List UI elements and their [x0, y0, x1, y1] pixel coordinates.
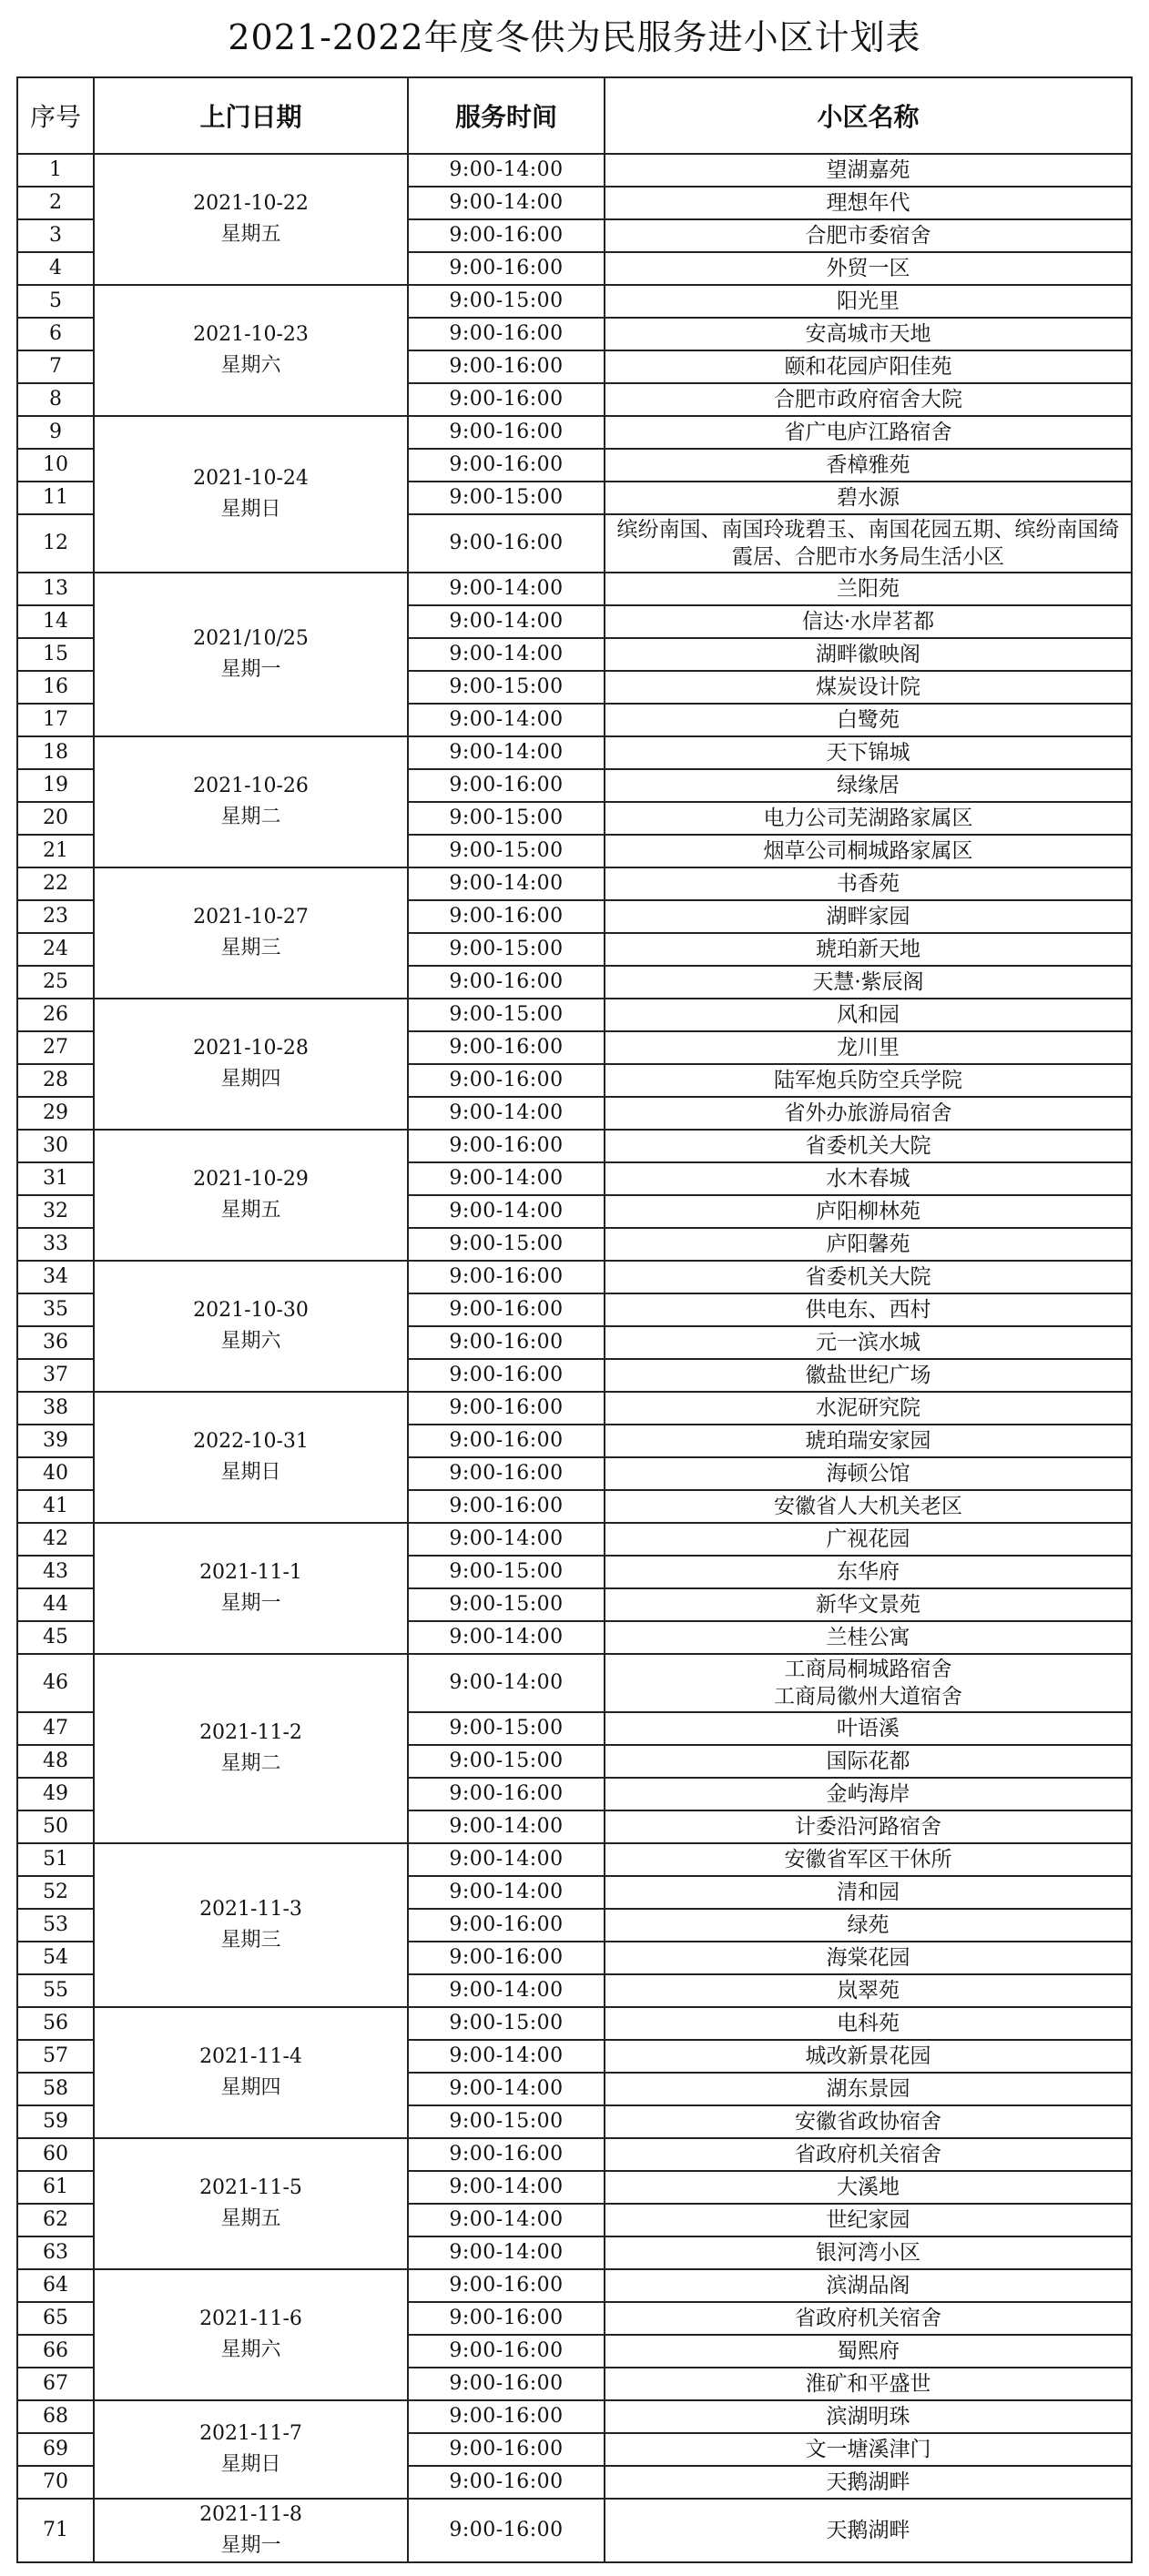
service-time: 9:00-14:00 — [408, 2171, 605, 2204]
row-seq: 44 — [17, 1588, 94, 1621]
community-name: 海顿公馆 — [605, 1457, 1132, 1490]
schedule-table-container — [16, 76, 1133, 2563]
header-time: 服务时间 — [408, 77, 605, 154]
visit-date-cell — [94, 1392, 408, 1523]
row-seq: 19 — [17, 769, 94, 802]
service-time: 9:00-14:00 — [408, 736, 605, 769]
row-seq: 39 — [17, 1425, 94, 1457]
service-time: 9:00-16:00 — [408, 1359, 605, 1392]
row-seq: 6 — [17, 318, 94, 350]
visit-date-cell — [94, 416, 408, 573]
community-name: 省外办旅游局宿舍 — [605, 1097, 1132, 1130]
visit-weekday: 星期日 — [220, 1461, 281, 1484]
visit-weekday: 星期五 — [220, 223, 281, 246]
community-name: 碧水源 — [605, 482, 1132, 514]
visit-date: 2021-11-3 — [199, 1898, 302, 1921]
row-seq: 46 — [17, 1654, 94, 1712]
row-seq: 9 — [17, 416, 94, 449]
row-seq: 13 — [17, 573, 94, 605]
row-seq: 67 — [17, 2368, 94, 2400]
community-name: 大溪地 — [605, 2171, 1132, 2204]
service-time: 9:00-14:00 — [408, 1195, 605, 1228]
table-row — [17, 736, 1132, 769]
community-name: 理想年代 — [605, 187, 1132, 219]
visit-date: 2021-11-6 — [199, 2307, 302, 2330]
service-time: 9:00-14:00 — [408, 1876, 605, 1909]
service-time: 9:00-16:00 — [408, 1778, 605, 1810]
service-time: 9:00-14:00 — [408, 1621, 605, 1654]
community-name: 缤纷南国、南国玲珑碧玉、南国花园五期、缤纷南国绮霞居、合肥市水务局生活小区 — [605, 514, 1132, 573]
community-name: 供电东、西村 — [605, 1293, 1132, 1326]
community-name: 省政府机关宿舍 — [605, 2138, 1132, 2171]
visit-date: 2021-11-8 — [199, 2503, 302, 2526]
community-name: 绿缘居 — [605, 769, 1132, 802]
row-seq: 69 — [17, 2433, 94, 2466]
community-name: 书香苑 — [605, 867, 1132, 900]
service-time: 9:00-15:00 — [408, 671, 605, 704]
service-time: 9:00-16:00 — [408, 1130, 605, 1162]
service-time: 9:00-15:00 — [408, 2105, 605, 2138]
row-seq: 22 — [17, 867, 94, 900]
table-row — [17, 1392, 1132, 1425]
row-seq: 61 — [17, 2171, 94, 2204]
row-seq: 14 — [17, 605, 94, 638]
header-date: 上门日期 — [94, 77, 408, 154]
community-name: 省政府机关宿舍 — [605, 2302, 1132, 2335]
service-time: 9:00-16:00 — [408, 900, 605, 933]
community-name: 庐阳柳林苑 — [605, 1195, 1132, 1228]
community-name: 银河湾小区 — [605, 2236, 1132, 2269]
table-row — [17, 416, 1132, 449]
visit-weekday: 星期一 — [220, 1592, 281, 1615]
community-name: 电力公司芜湖路家属区 — [605, 802, 1132, 835]
row-seq: 58 — [17, 2073, 94, 2105]
community-name: 颐和花园庐阳佳苑 — [605, 350, 1132, 383]
community-name: 合肥市委宿舍 — [605, 219, 1132, 252]
community-name: 天鹅湖畔 — [605, 2499, 1132, 2562]
community-name: 湖东景园 — [605, 2073, 1132, 2105]
visit-date-cell — [94, 999, 408, 1130]
visit-date: 2022-10-31 — [193, 1430, 309, 1453]
schedule-body — [17, 154, 1132, 2562]
service-time: 9:00-16:00 — [408, 2466, 605, 2499]
community-name: 元一滨水城 — [605, 1326, 1132, 1359]
service-time: 9:00-16:00 — [408, 2335, 605, 2368]
community-name: 望湖嘉苑 — [605, 154, 1132, 187]
visit-weekday: 星期二 — [220, 806, 281, 828]
service-time: 9:00-16:00 — [408, 1942, 605, 1974]
community-name: 龙川里 — [605, 1031, 1132, 1064]
row-seq: 55 — [17, 1974, 94, 2007]
row-seq: 38 — [17, 1392, 94, 1425]
row-seq: 32 — [17, 1195, 94, 1228]
community-name: 广视花园 — [605, 1523, 1132, 1556]
visit-date: 2021-10-27 — [193, 906, 309, 928]
visit-date-cell — [94, 2138, 408, 2269]
row-seq: 17 — [17, 704, 94, 736]
visit-date: 2021-11-2 — [199, 1721, 302, 1744]
community-name: 金屿海岸 — [605, 1778, 1132, 1810]
service-time: 9:00-16:00 — [408, 1261, 605, 1293]
row-seq: 42 — [17, 1523, 94, 1556]
community-name: 文一塘溪津门 — [605, 2433, 1132, 2466]
table-row — [17, 2007, 1132, 2040]
service-time: 9:00-16:00 — [408, 966, 605, 999]
row-seq: 18 — [17, 736, 94, 769]
row-seq: 45 — [17, 1621, 94, 1654]
service-time: 9:00-14:00 — [408, 1974, 605, 2007]
service-time: 9:00-16:00 — [408, 514, 605, 573]
row-seq: 40 — [17, 1457, 94, 1490]
row-seq: 5 — [17, 285, 94, 318]
table-row — [17, 285, 1132, 318]
visit-date-cell — [94, 1654, 408, 1843]
visit-date: 2021-10-30 — [193, 1299, 309, 1322]
service-time: 9:00-16:00 — [408, 1293, 605, 1326]
header-community: 小区名称 — [605, 77, 1132, 154]
row-seq: 4 — [17, 252, 94, 285]
row-seq: 47 — [17, 1712, 94, 1745]
service-time: 9:00-15:00 — [408, 2007, 605, 2040]
visit-weekday: 星期一 — [220, 658, 281, 681]
community-name: 计委沿河路宿舍 — [605, 1810, 1132, 1843]
visit-date-cell — [94, 2499, 408, 2562]
community-name: 安徽省人大机关老区 — [605, 1490, 1132, 1523]
service-time: 9:00-14:00 — [408, 638, 605, 671]
row-seq: 48 — [17, 1745, 94, 1778]
row-seq: 35 — [17, 1293, 94, 1326]
service-time: 9:00-14:00 — [408, 2040, 605, 2073]
service-time: 9:00-16:00 — [408, 1490, 605, 1523]
service-time: 9:00-16:00 — [408, 219, 605, 252]
service-time: 9:00-14:00 — [408, 2073, 605, 2105]
visit-date-cell — [94, 736, 408, 867]
visit-date: 2021-11-4 — [199, 2045, 302, 2068]
row-seq: 31 — [17, 1162, 94, 1195]
service-time: 9:00-16:00 — [408, 449, 605, 482]
row-seq: 49 — [17, 1778, 94, 1810]
visit-weekday: 星期六 — [220, 354, 281, 377]
service-time: 9:00-15:00 — [408, 285, 605, 318]
community-name: 淮矿和平盛世 — [605, 2368, 1132, 2400]
service-time: 9:00-15:00 — [408, 1588, 605, 1621]
community-name: 天鹅湖畔 — [605, 2466, 1132, 2499]
community-name: 风和园 — [605, 999, 1132, 1031]
community-name: 水木春城 — [605, 1162, 1132, 1195]
community-name: 省委机关大院 — [605, 1261, 1132, 1293]
row-seq: 65 — [17, 2302, 94, 2335]
row-seq: 26 — [17, 999, 94, 1031]
visit-date: 2021-11-5 — [199, 2176, 302, 2199]
service-time: 9:00-14:00 — [408, 2204, 605, 2236]
visit-date: 2021-10-24 — [193, 467, 309, 490]
header-row — [17, 77, 1132, 154]
service-time: 9:00-16:00 — [408, 2302, 605, 2335]
community-name: 世纪家园 — [605, 2204, 1132, 2236]
community-name: 岚翠苑 — [605, 1974, 1132, 2007]
community-name: 海棠花园 — [605, 1942, 1132, 1974]
visit-weekday: 星期六 — [220, 1330, 281, 1353]
row-seq: 37 — [17, 1359, 94, 1392]
row-seq: 2 — [17, 187, 94, 219]
row-seq: 54 — [17, 1942, 94, 1974]
row-seq: 30 — [17, 1130, 94, 1162]
community-name: 琥珀新天地 — [605, 933, 1132, 966]
community-name: 安高城市天地 — [605, 318, 1132, 350]
service-time: 9:00-14:00 — [408, 1810, 605, 1843]
service-time: 9:00-16:00 — [408, 1909, 605, 1942]
community-name: 琥珀瑞安家园 — [605, 1425, 1132, 1457]
service-time: 9:00-15:00 — [408, 1712, 605, 1745]
row-seq: 8 — [17, 383, 94, 416]
community-name: 信达·水岸茗都 — [605, 605, 1132, 638]
community-name: 合肥市政府宿舍大院 — [605, 383, 1132, 416]
service-time: 9:00-15:00 — [408, 835, 605, 867]
visit-date: 2021-10-28 — [193, 1037, 309, 1060]
visit-date: 2021-11-1 — [199, 1561, 302, 1584]
table-row — [17, 2138, 1132, 2171]
service-time: 9:00-16:00 — [408, 416, 605, 449]
community-name: 湖畔家园 — [605, 900, 1132, 933]
visit-date-cell — [94, 2400, 408, 2499]
visit-date: 2021-10-23 — [193, 323, 309, 346]
row-seq: 57 — [17, 2040, 94, 2073]
service-time: 9:00-16:00 — [408, 2499, 605, 2562]
community-name: 天慧·紫辰阁 — [605, 966, 1132, 999]
service-time: 9:00-14:00 — [408, 573, 605, 605]
service-time: 9:00-16:00 — [408, 1326, 605, 1359]
service-time: 9:00-14:00 — [408, 867, 605, 900]
service-time: 9:00-15:00 — [408, 1228, 605, 1261]
service-time: 9:00-14:00 — [408, 1097, 605, 1130]
row-seq: 11 — [17, 482, 94, 514]
service-time: 9:00-14:00 — [408, 704, 605, 736]
community-name: 新华文景苑 — [605, 1588, 1132, 1621]
row-seq: 25 — [17, 966, 94, 999]
table-row — [17, 573, 1132, 605]
row-seq: 70 — [17, 2466, 94, 2499]
service-time: 9:00-15:00 — [408, 1556, 605, 1588]
table-row — [17, 2400, 1132, 2433]
visit-weekday: 星期四 — [220, 1068, 281, 1090]
visit-date-cell — [94, 2269, 408, 2400]
table-row — [17, 1843, 1132, 1876]
service-time: 9:00-14:00 — [408, 187, 605, 219]
table-row — [17, 1261, 1132, 1293]
service-time: 9:00-15:00 — [408, 802, 605, 835]
visit-date: 2021-10-22 — [193, 192, 309, 215]
row-seq: 59 — [17, 2105, 94, 2138]
service-time: 9:00-16:00 — [408, 1457, 605, 1490]
community-name: 庐阳馨苑 — [605, 1228, 1132, 1261]
row-seq: 60 — [17, 2138, 94, 2171]
visit-date: 2021-10-26 — [193, 775, 309, 797]
visit-weekday: 星期四 — [220, 2076, 281, 2099]
visit-weekday: 星期五 — [220, 2207, 281, 2230]
service-time: 9:00-16:00 — [408, 1425, 605, 1457]
row-seq: 20 — [17, 802, 94, 835]
service-time: 9:00-16:00 — [408, 2433, 605, 2466]
row-seq: 43 — [17, 1556, 94, 1588]
community-name: 清和园 — [605, 1876, 1132, 1909]
community-name: 省委机关大院 — [605, 1130, 1132, 1162]
community-name: 白鹭苑 — [605, 704, 1132, 736]
visit-weekday: 星期日 — [220, 2453, 281, 2476]
visit-date-cell — [94, 2007, 408, 2138]
visit-date-cell — [94, 573, 408, 736]
service-time: 9:00-14:00 — [408, 154, 605, 187]
row-seq: 52 — [17, 1876, 94, 1909]
service-time: 9:00-16:00 — [408, 1392, 605, 1425]
community-name: 天下锦城 — [605, 736, 1132, 769]
row-seq: 29 — [17, 1097, 94, 1130]
schedule-table — [16, 76, 1133, 2563]
visit-weekday: 星期五 — [220, 1199, 281, 1222]
row-seq: 56 — [17, 2007, 94, 2040]
row-seq: 21 — [17, 835, 94, 867]
community-name: 滨湖明珠 — [605, 2400, 1132, 2433]
community-name: 外贸一区 — [605, 252, 1132, 285]
community-name: 绿苑 — [605, 1909, 1132, 1942]
community-name: 叶语溪 — [605, 1712, 1132, 1745]
visit-weekday: 星期三 — [220, 1929, 281, 1952]
service-time: 9:00-14:00 — [408, 1654, 605, 1712]
table-row — [17, 1523, 1132, 1556]
visit-date: 2021-11-7 — [199, 2422, 302, 2445]
visit-weekday: 星期三 — [220, 937, 281, 959]
visit-weekday: 星期日 — [220, 498, 281, 521]
community-name: 陆军炮兵防空兵学院 — [605, 1064, 1132, 1097]
visit-weekday: 星期二 — [220, 1752, 281, 1775]
service-time: 9:00-15:00 — [408, 999, 605, 1031]
table-row — [17, 1654, 1132, 1712]
community-name: 电科苑 — [605, 2007, 1132, 2040]
visit-weekday: 星期一 — [220, 2534, 281, 2557]
community-name: 滨湖品阁 — [605, 2269, 1132, 2302]
service-time: 9:00-16:00 — [408, 383, 605, 416]
community-name: 工商局桐城路宿舍 工商局徽州大道宿舍 — [605, 1654, 1132, 1712]
visit-date-cell — [94, 1523, 408, 1654]
row-seq: 1 — [17, 154, 94, 187]
row-seq: 71 — [17, 2499, 94, 2562]
row-seq: 34 — [17, 1261, 94, 1293]
service-time: 9:00-15:00 — [408, 933, 605, 966]
community-name: 煤炭设计院 — [605, 671, 1132, 704]
service-time: 9:00-14:00 — [408, 1523, 605, 1556]
community-name: 安徽省军区干休所 — [605, 1843, 1132, 1876]
row-seq: 7 — [17, 350, 94, 383]
row-seq: 53 — [17, 1909, 94, 1942]
table-row — [17, 2269, 1132, 2302]
service-time: 9:00-16:00 — [408, 769, 605, 802]
visit-date-cell — [94, 285, 408, 416]
service-time: 9:00-16:00 — [408, 2138, 605, 2171]
row-seq: 28 — [17, 1064, 94, 1097]
visit-date-cell — [94, 154, 408, 285]
table-row — [17, 154, 1132, 187]
community-name: 国际花都 — [605, 1745, 1132, 1778]
service-time: 9:00-15:00 — [408, 482, 605, 514]
community-name: 城改新景花园 — [605, 2040, 1132, 2073]
table-row — [17, 999, 1132, 1031]
visit-date: 2021/10/25 — [193, 627, 309, 650]
row-seq: 33 — [17, 1228, 94, 1261]
community-name: 安徽省政协宿舍 — [605, 2105, 1132, 2138]
service-time: 9:00-16:00 — [408, 1064, 605, 1097]
community-name: 东华府 — [605, 1556, 1132, 1588]
visit-date-cell — [94, 1130, 408, 1261]
row-seq: 64 — [17, 2269, 94, 2302]
row-seq: 3 — [17, 219, 94, 252]
row-seq: 36 — [17, 1326, 94, 1359]
service-time: 9:00-14:00 — [408, 2236, 605, 2269]
row-seq: 63 — [17, 2236, 94, 2269]
row-seq: 15 — [17, 638, 94, 671]
service-time: 9:00-16:00 — [408, 318, 605, 350]
community-name: 蜀熙府 — [605, 2335, 1132, 2368]
visit-date-cell — [94, 1261, 408, 1392]
service-time: 9:00-14:00 — [408, 1843, 605, 1876]
table-row — [17, 2499, 1132, 2562]
row-seq: 50 — [17, 1810, 94, 1843]
row-seq: 66 — [17, 2335, 94, 2368]
service-time: 9:00-16:00 — [408, 2269, 605, 2302]
table-row — [17, 867, 1132, 900]
visit-date-cell — [94, 1843, 408, 2007]
service-time: 9:00-14:00 — [408, 1162, 605, 1195]
table-row — [17, 1130, 1132, 1162]
row-seq: 10 — [17, 449, 94, 482]
row-seq: 24 — [17, 933, 94, 966]
community-name: 烟草公司桐城路家属区 — [605, 835, 1132, 867]
service-time: 9:00-14:00 — [408, 605, 605, 638]
community-name: 兰阳苑 — [605, 573, 1132, 605]
service-time: 9:00-16:00 — [408, 2400, 605, 2433]
community-name: 香樟雅苑 — [605, 449, 1132, 482]
page-title: 2021-2022年度冬供为民服务进小区计划表 — [228, 17, 921, 57]
row-seq: 51 — [17, 1843, 94, 1876]
community-name: 湖畔徽映阁 — [605, 638, 1132, 671]
community-name: 省广电庐江路宿舍 — [605, 416, 1132, 449]
row-seq: 16 — [17, 671, 94, 704]
service-time: 9:00-16:00 — [408, 350, 605, 383]
service-time: 9:00-15:00 — [408, 1745, 605, 1778]
row-seq: 12 — [17, 514, 94, 573]
community-name: 水泥研究院 — [605, 1392, 1132, 1425]
visit-date-cell — [94, 867, 408, 999]
service-time: 9:00-16:00 — [408, 1031, 605, 1064]
row-seq: 62 — [17, 2204, 94, 2236]
community-name: 徽盐世纪广场 — [605, 1359, 1132, 1392]
row-seq: 23 — [17, 900, 94, 933]
service-time: 9:00-16:00 — [408, 252, 605, 285]
community-name: 阳光里 — [605, 285, 1132, 318]
header-seq: 序号 — [17, 77, 94, 154]
community-name: 兰桂公寓 — [605, 1621, 1132, 1654]
visit-date: 2021-10-29 — [193, 1168, 309, 1191]
visit-weekday: 星期六 — [220, 2338, 281, 2361]
row-seq: 68 — [17, 2400, 94, 2433]
row-seq: 27 — [17, 1031, 94, 1064]
row-seq: 41 — [17, 1490, 94, 1523]
service-time: 9:00-16:00 — [408, 2368, 605, 2400]
